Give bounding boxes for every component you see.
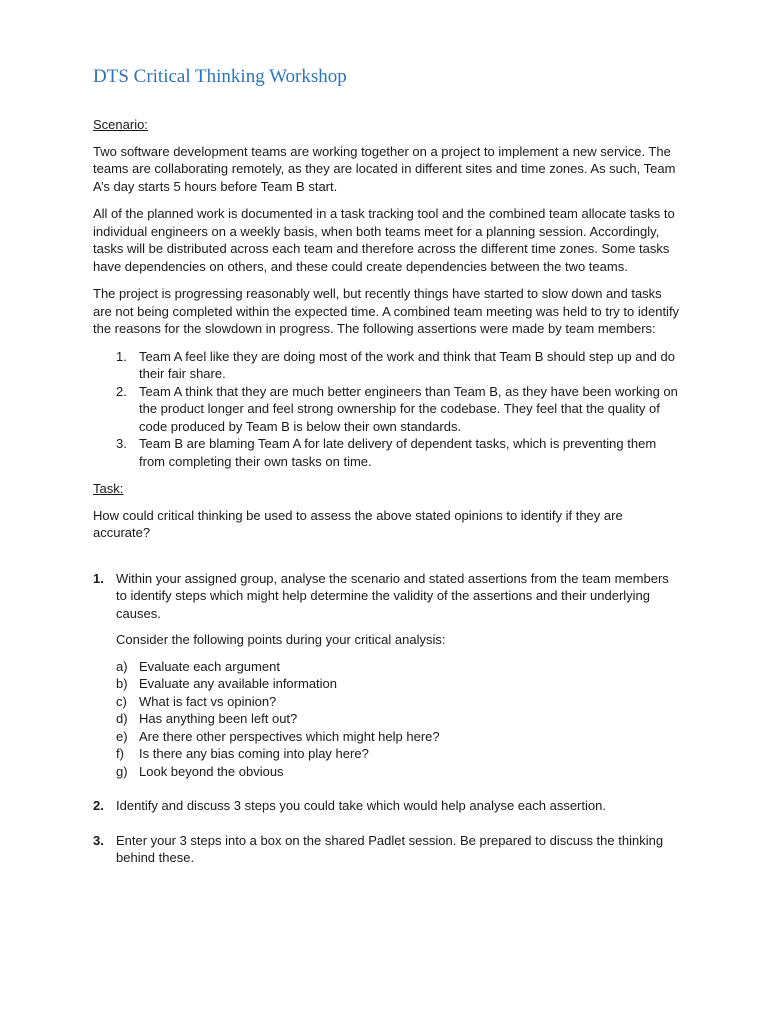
assertions-list	[93, 348, 681, 471]
analysis-point	[116, 675, 681, 693]
document-page	[93, 64, 681, 884]
task-step	[93, 570, 681, 781]
analysis-point-text: What is fact vs opinion?	[139, 693, 277, 709]
task-step-text: Enter your 3 steps into a box on the shared Padlet session. Be prepared to discuss the thinking behind these.	[116, 832, 664, 865]
list-marker: 3.	[116, 436, 127, 451]
task-steps-list	[93, 570, 681, 867]
analysis-point-text: Look beyond the obvious	[139, 763, 284, 779]
scenario-section	[93, 116, 681, 470]
assertion-item	[93, 383, 681, 436]
analysis-point	[116, 763, 681, 781]
list-marker: c)	[116, 693, 127, 709]
list-marker: 1.	[116, 348, 127, 364]
scenario-paragraph: Two software development teams are working together on a project to implement a new service. The teams are collaborating remotely, as they are located in different sites and time zones. As such, Team A’s day starts 5 hours before Team B start.	[93, 143, 676, 194]
assertion-item	[93, 348, 681, 383]
scenario-paragraph: All of the planned work is documented in a task tracking tool and the combined team allocate tasks to individual engineers on a weekly basis, when both teams meet for a planning session. Accordingly, tasks will be distributed across each team and therefore across the different time zones. Some tasks have dependencies on others, and these could create dependencies between the two teams.	[93, 206, 675, 274]
task-section	[93, 480, 681, 867]
analysis-point-text: Is there any bias coming into play here?	[139, 746, 369, 761]
task-step-text: Within your assigned group, analyse the scenario and stated assertions from the team members to identify steps which might help determine the validity of the assertions and their underlying causes.	[116, 570, 669, 621]
list-marker: e)	[116, 728, 128, 744]
list-marker: 1.	[93, 570, 104, 586]
list-marker: g)	[116, 763, 128, 779]
list-marker: d)	[116, 711, 128, 726]
analysis-point	[116, 728, 681, 746]
document-title: DTS Critical Thinking Workshop	[93, 66, 347, 87]
analysis-point	[116, 693, 681, 711]
assertion-text: Team A feel like they are doing most of the work and think that Team B should step up and do their fair share.	[139, 348, 675, 381]
analysis-point-text: Are there other perspectives which might help here?	[139, 728, 440, 744]
list-marker: 2.	[116, 383, 127, 399]
task-step	[93, 797, 681, 815]
task-step	[93, 832, 681, 867]
analysis-point-text: Has anything been left out?	[139, 711, 298, 726]
list-marker: 2.	[93, 798, 104, 813]
analysis-point-text: Evaluate each argument	[139, 658, 280, 674]
list-marker: b)	[116, 676, 128, 691]
list-marker: a)	[116, 658, 128, 674]
analysis-points-list	[116, 658, 681, 781]
scenario-paragraph: The project is progressing reasonably well, but recently things have started to slow down and tasks are not being completed within the expected time. A combined team meeting was held to try to identify the reasons for the slowdown in progress. The following assertions were made by team members:	[93, 286, 680, 336]
list-marker: f)	[116, 746, 124, 761]
assertion-text: Team B are blaming Team A for late delivery of dependent tasks, which is preventing them from completing their own tasks on time.	[139, 436, 657, 469]
analysis-point	[116, 658, 681, 676]
task-intro: How could critical thinking be used to assess the above stated opinions to identify if they are accurate?	[93, 507, 623, 540]
list-marker: 3.	[93, 832, 104, 848]
task-step-subintro: Consider the following points during your critical analysis:	[116, 632, 446, 647]
assertion-item	[93, 435, 681, 470]
analysis-point-text: Evaluate any available information	[139, 676, 338, 691]
analysis-point	[116, 710, 681, 728]
assertion-text: Team A think that they are much better engineers than Team B, as they have been working on the product longer and feel strong ownership for the codebase. They feel that the quality of code produced by Team B is below their own standards.	[139, 383, 678, 434]
scenario-heading: Scenario:	[93, 117, 148, 132]
task-heading: Task:	[93, 481, 124, 496]
analysis-point	[116, 745, 681, 763]
task-step-text: Identify and discuss 3 steps you could take which would help analyse each assertion.	[116, 798, 606, 813]
